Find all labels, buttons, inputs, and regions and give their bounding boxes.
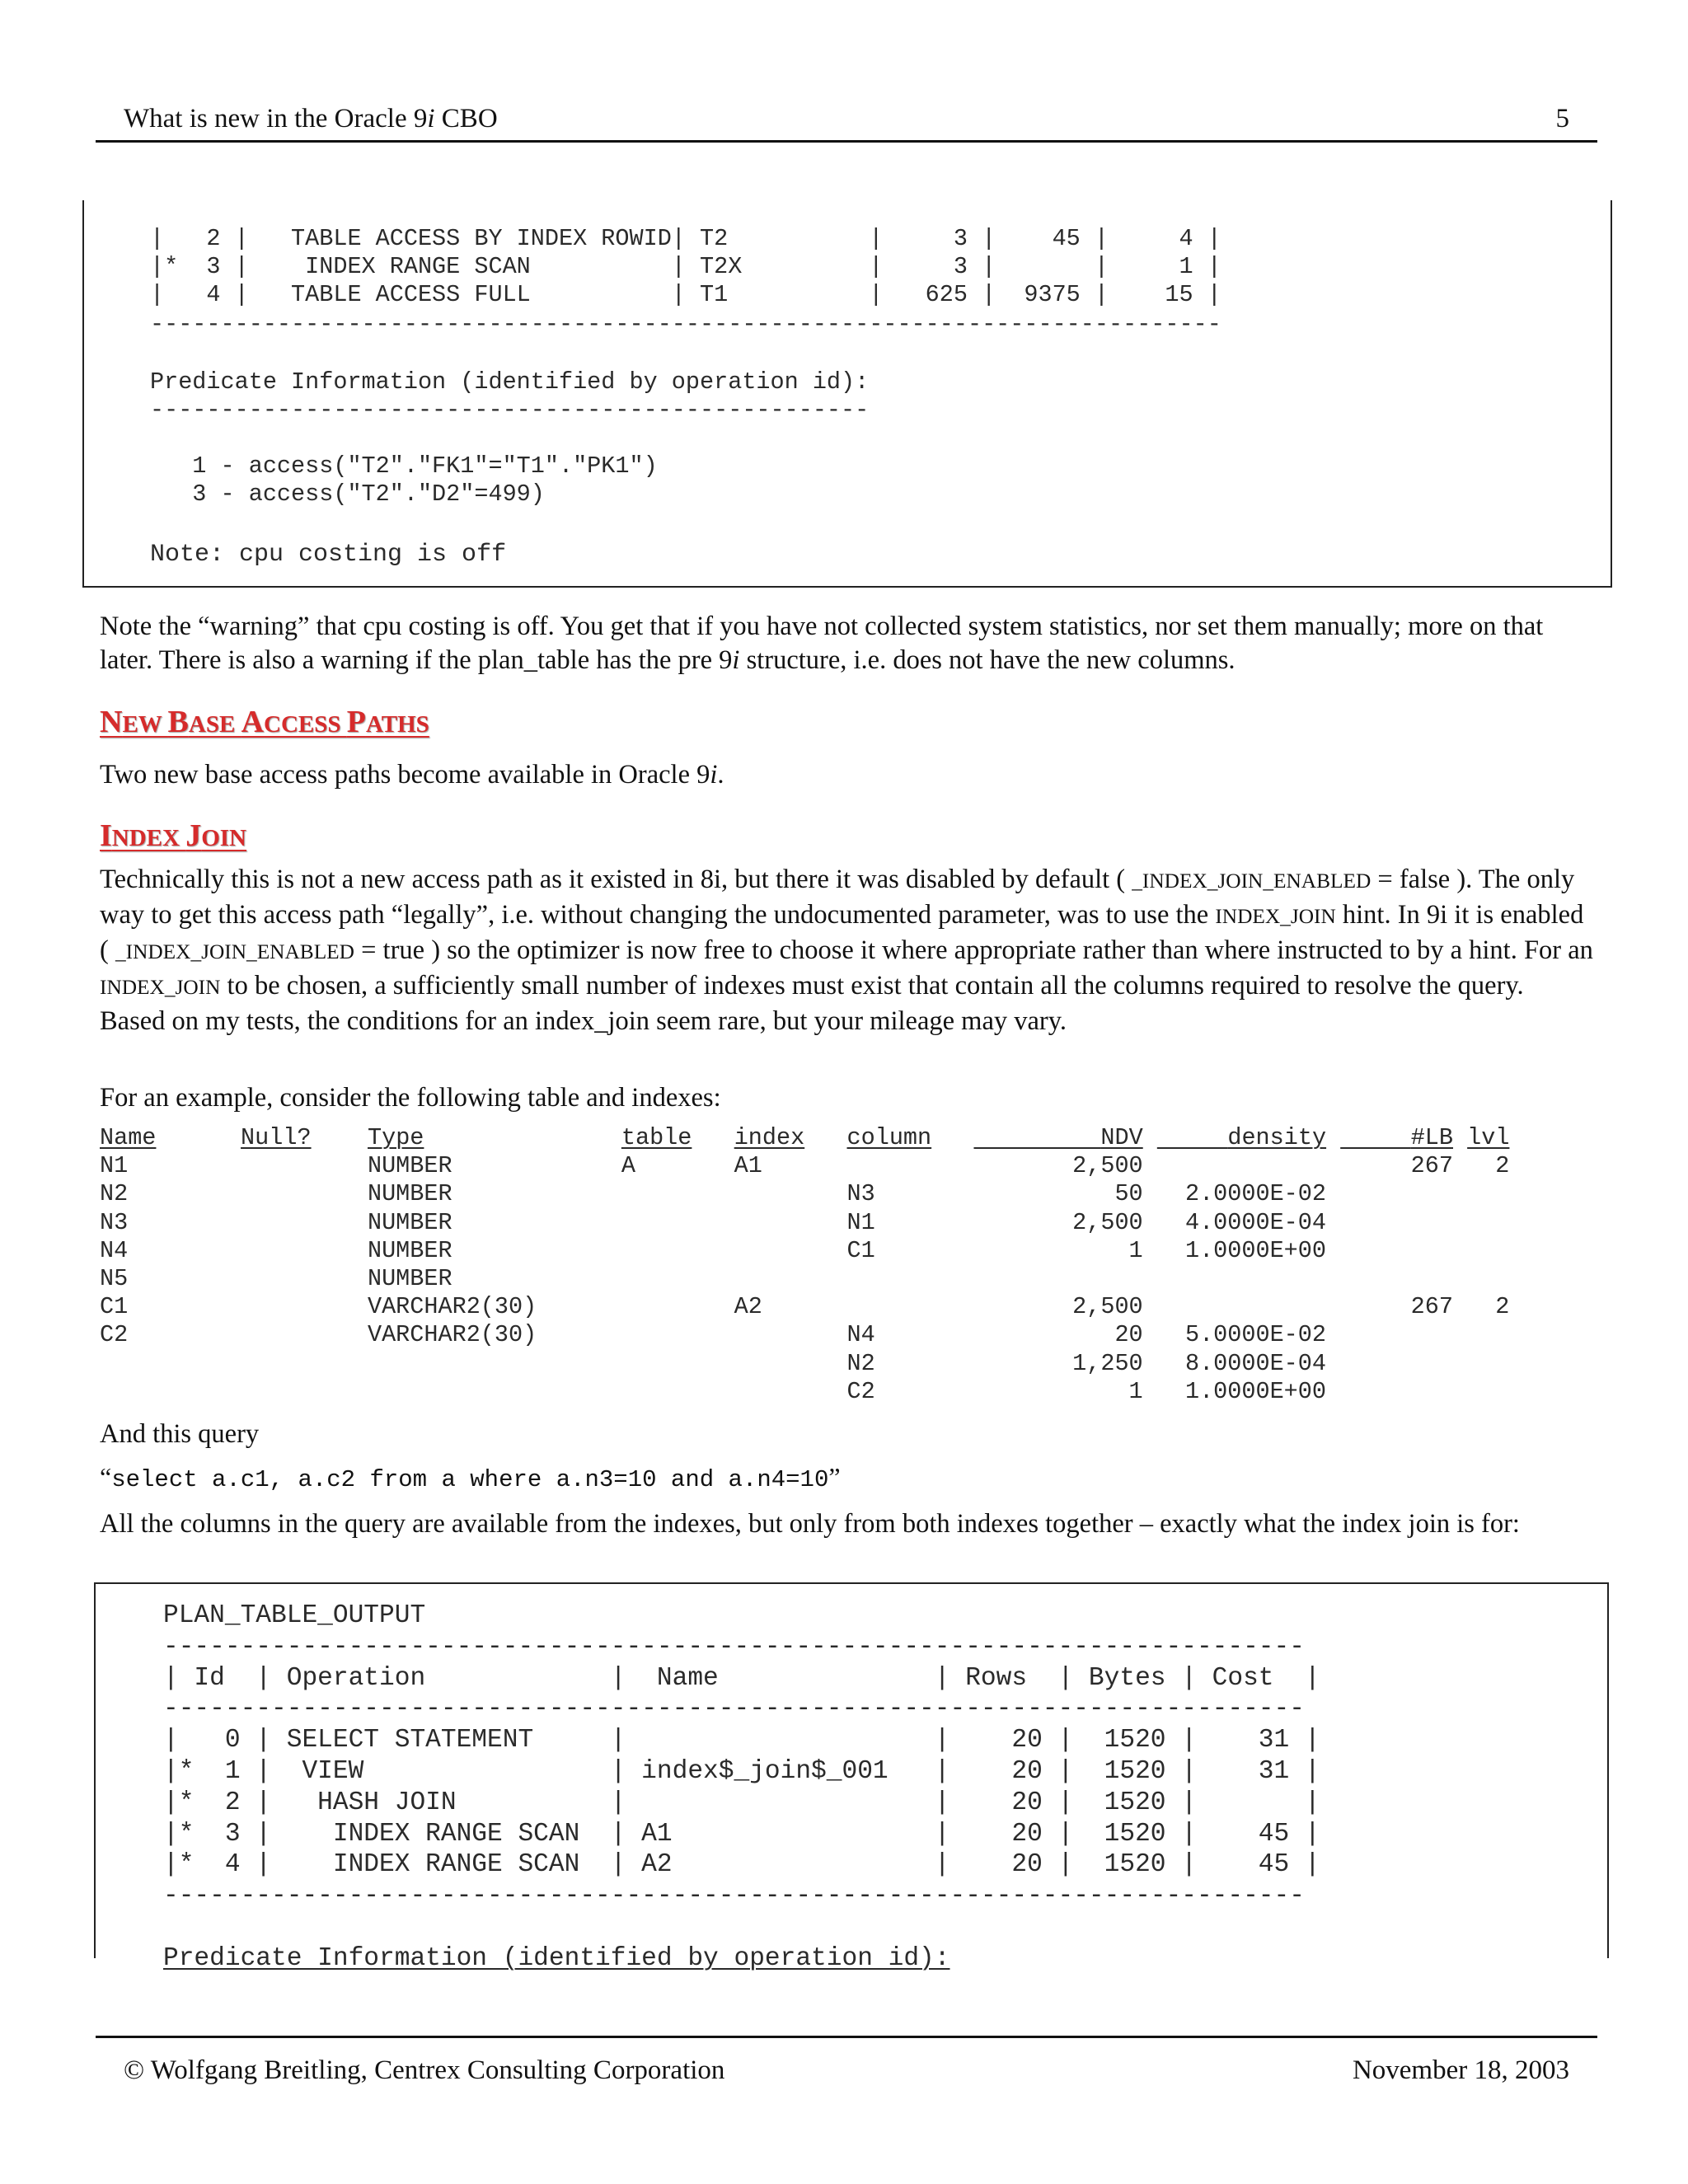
- describe-header-cell: Null?: [241, 1124, 312, 1151]
- describe-cell: NUMBER: [367, 1180, 621, 1208]
- heading-rest: OIN: [201, 825, 247, 851]
- index-stat-cell: 50: [959, 1180, 1143, 1208]
- index-stat-cell: 267: [1326, 1293, 1453, 1321]
- index-stat-cell: [734, 1321, 847, 1348]
- index-stat-cell: [734, 1209, 847, 1236]
- index-stat-cell: [1453, 1378, 1509, 1405]
- paragraph-example-intro: For an example, consider the following table and indexes:: [100, 1083, 721, 1113]
- describe-cell: N3: [100, 1208, 241, 1236]
- describe-cell: [241, 1265, 368, 1292]
- index-stat-cell: A2: [734, 1293, 847, 1321]
- index-stat-cell: N3: [846, 1180, 960, 1208]
- describe-cell: [241, 1293, 368, 1320]
- describe-cell: VARCHAR2(30): [367, 1321, 621, 1349]
- index-stat-cell: [621, 1209, 734, 1236]
- para3-text: = false ). The only way to get this access path “legally”, i.e. without changing the undocumented parameter, was to use the: [100, 865, 1575, 930]
- index-stat-cell: [734, 1378, 847, 1405]
- index-header-cell: lvl: [1467, 1124, 1510, 1151]
- paragraph-index-join-purpose: All the columns in the query are available from the indexes, but only from both indexes together – exactly what the index join is for:: [100, 1509, 1520, 1539]
- index-stat-cell: [959, 1265, 1142, 1292]
- index-stat-cell: 267: [1326, 1152, 1453, 1180]
- heading-cap: I: [100, 818, 112, 853]
- header-title-pre: What is new in the Oracle 9: [124, 104, 428, 134]
- cpu-costing-note: Note: cpu costing is off: [150, 541, 507, 569]
- describe-cell: C1: [100, 1293, 241, 1321]
- describe-cell: N4: [100, 1236, 241, 1264]
- stats-row: [100, 1293, 1509, 1320]
- header-rule: [96, 140, 1597, 143]
- index-stat-cell: [1453, 1265, 1509, 1292]
- index-header-underline: [1340, 1124, 1411, 1151]
- heading-index-join: [100, 818, 246, 854]
- index-stat-cell: [1453, 1180, 1509, 1207]
- heading-new-base-access-paths: [100, 704, 429, 740]
- running-header-title: [124, 104, 498, 134]
- stats-row: [100, 1180, 1509, 1207]
- heading-cap: A: [241, 705, 265, 739]
- stats-row: [100, 1152, 1509, 1179]
- describe-cell: [100, 1350, 241, 1377]
- index-header-underline: [973, 1124, 1100, 1151]
- index-stat-cell: 1,250: [959, 1349, 1143, 1377]
- describe-cell: [241, 1180, 368, 1207]
- index-stat-cell: [1453, 1350, 1509, 1377]
- index-stat-cell: 20: [959, 1321, 1143, 1349]
- predicate-separator: ---------------------------------------------------: [150, 396, 870, 424]
- describe-cell: [241, 1237, 368, 1264]
- header-title-post: CBO: [434, 104, 498, 134]
- heading-rest: ASE: [188, 711, 241, 738]
- paragraph-cpu-costing-warning: [100, 610, 1593, 677]
- stats-row: [100, 1237, 1509, 1264]
- index-stat-cell: [621, 1237, 734, 1264]
- index-stat-cell: [1453, 1321, 1509, 1348]
- plan2-title: PLAN_TABLE_OUTPUT: [163, 1601, 426, 1630]
- para3-text: Technically this is not a new access path as it existed in 8i, but there it was disabled by default (: [100, 865, 1132, 894]
- describe-cell: [368, 1350, 621, 1377]
- describe-cell: N1: [100, 1152, 241, 1180]
- describe-cell: NUMBER: [367, 1265, 621, 1293]
- describe-cell: N2: [100, 1180, 241, 1208]
- table-and-index-stats: [100, 1124, 1509, 1406]
- index-stat-cell: [1143, 1293, 1326, 1320]
- stats-row: [100, 1378, 1509, 1405]
- index-stat-cell: [621, 1321, 734, 1348]
- index-stat-cell: [621, 1180, 734, 1207]
- describe-cell: NUMBER: [367, 1208, 621, 1236]
- plan2-predicate-heading: Predicate Information (identified by operation id):: [163, 1943, 950, 1973]
- stats-row: [100, 1350, 1509, 1377]
- describe-cell: C2: [100, 1321, 241, 1349]
- index-header-cell: NDV: [1100, 1124, 1143, 1151]
- index-stat-cell: 1: [959, 1236, 1143, 1264]
- heading-cap: J: [185, 818, 202, 853]
- heading-rest: ATHS: [365, 711, 429, 738]
- index-stat-cell: [1326, 1378, 1453, 1405]
- predicate-heading: Predicate Information (identified by operation id):: [150, 368, 870, 396]
- describe-header-cell: Type: [367, 1124, 424, 1151]
- plan2-separator: --------------------------------------------------------------------------: [163, 1632, 1305, 1661]
- heading-rest: EW: [122, 711, 168, 738]
- describe-cell: [368, 1378, 621, 1405]
- para3-text: to be chosen, a sufficiently small number of indexes must exist that contain all the columns required to resolve the query. Based on my tests, the conditions for an index_join seem rare, but your mileage may vary.: [100, 971, 1524, 1036]
- para3-hint: INDEX_JOIN: [100, 976, 221, 999]
- footer-copyright: © Wolfgang Breitling, Centrex Consulting Corporation: [124, 2055, 725, 2085]
- index-stat-cell: A1: [734, 1152, 847, 1180]
- plan2-header: | Id | Operation | Name | Rows | Bytes | Cost |: [163, 1663, 1320, 1693]
- sql-text: select a.c1, a.c2 from a where a.n3=10 and a.n4=10: [111, 1466, 829, 1493]
- plan-table-output: [163, 1601, 1320, 1975]
- index-stat-cell: N2: [846, 1349, 960, 1377]
- index-stat-cell: [621, 1378, 734, 1405]
- heading-rest: CCESS: [264, 711, 347, 738]
- index-stat-cell: A: [621, 1152, 734, 1180]
- index-stat-cell: 8.0000E-04: [1142, 1349, 1326, 1377]
- para3-text: hint. In 9i it is enabled (: [100, 900, 1584, 965]
- index-stat-cell: 2.0000E-02: [1142, 1180, 1326, 1208]
- index-stat-cell: [846, 1293, 959, 1320]
- para2-text-a: Two new base access paths become available in Oracle 9: [100, 760, 710, 790]
- execution-plan-box-index-join: [94, 1582, 1609, 1973]
- index-stat-cell: [621, 1293, 734, 1320]
- describe-cell: [241, 1152, 368, 1179]
- plan-rows: | 2 | TABLE ACCESS BY INDEX ROWID| T2 | 3 | 45 | 4 | |* 3 | INDEX RANGE SCAN | T2X | 3 | | 1 | | 4 | TABLE ACCESS FULL | T1 | 625 | 9375 | 15 |: [150, 225, 1221, 309]
- index-stat-cell: [621, 1350, 734, 1377]
- heading-rest: NDEX: [111, 825, 186, 851]
- index-stat-cell: [1326, 1350, 1453, 1377]
- index-header-cell: index: [734, 1124, 805, 1151]
- index-stat-cell: [1326, 1321, 1453, 1348]
- predicate-line-3: 3 - access("T2"."D2"=499): [150, 480, 545, 508]
- stats-row: [100, 1265, 1509, 1292]
- open-quote: “: [100, 1462, 112, 1492]
- index-stat-cell: C2: [846, 1377, 960, 1405]
- stats-row: [100, 1209, 1509, 1236]
- index-stat-cell: 4.0000E-04: [1142, 1208, 1326, 1236]
- para1-italic: i: [732, 645, 740, 675]
- para2-italic: i: [710, 760, 718, 790]
- predicate-line-1: 1 - access("T2"."FK1"="T1"."PK1"): [150, 452, 658, 480]
- index-stat-cell: C1: [846, 1236, 960, 1264]
- index-stat-cell: N4: [846, 1321, 960, 1349]
- footer-date: November 18, 2003: [1352, 2055, 1569, 2085]
- describe-cell: [100, 1378, 241, 1405]
- index-stat-cell: 2: [1452, 1152, 1510, 1180]
- describe-header-cell: Name: [100, 1124, 157, 1151]
- index-stat-cell: 1.0000E+00: [1142, 1236, 1326, 1264]
- para3-param: _INDEX_JOIN_ENABLED: [115, 940, 354, 963]
- close-quote: ”: [828, 1462, 841, 1492]
- index-stat-cell: [846, 1152, 959, 1179]
- para2-text-b: .: [717, 760, 724, 790]
- describe-cell: [241, 1209, 368, 1236]
- index-stat-cell: [1326, 1209, 1453, 1236]
- heading-cap: B: [167, 705, 189, 739]
- index-stat-cell: [1453, 1237, 1509, 1264]
- index-stat-cell: [734, 1237, 847, 1264]
- index-stat-cell: 2: [1452, 1293, 1510, 1321]
- heading-cap: N: [100, 705, 123, 739]
- describe-cell: [241, 1321, 368, 1348]
- index-stat-cell: 2,500: [959, 1152, 1143, 1180]
- describe-cell: [241, 1350, 368, 1377]
- para3-param: _INDEX_JOIN_ENABLED: [1132, 869, 1372, 893]
- describe-cell: NUMBER: [367, 1236, 621, 1264]
- paragraph-query-intro: And this query: [100, 1419, 260, 1449]
- index-header-cell: table: [621, 1124, 692, 1151]
- index-stat-cell: [1143, 1265, 1326, 1292]
- index-stat-cell: 1: [959, 1377, 1143, 1405]
- index-stat-cell: [1326, 1180, 1453, 1207]
- index-stat-cell: [734, 1350, 847, 1377]
- execution-plan-box-continued: [82, 200, 1612, 588]
- paragraph-index-join-description: [100, 863, 1593, 1038]
- page-number: 5: [1555, 104, 1569, 134]
- sql-query: [100, 1462, 841, 1493]
- stats-row: [100, 1321, 1509, 1348]
- index-header-cell: column: [846, 1124, 932, 1151]
- index-stat-cell: [1326, 1265, 1453, 1292]
- describe-cell: NUMBER: [367, 1152, 621, 1180]
- header-title-italic: i: [427, 104, 435, 134]
- index-stat-cell: 1.0000E+00: [1142, 1377, 1326, 1405]
- index-header-underline: [1157, 1124, 1228, 1151]
- index-stat-cell: 5.0000E-02: [1142, 1321, 1326, 1349]
- plan2-separator: --------------------------------------------------------------------------: [163, 1694, 1305, 1724]
- index-stat-cell: [621, 1265, 734, 1292]
- describe-cell: N5: [100, 1265, 241, 1293]
- index-stat-cell: [1326, 1237, 1453, 1264]
- index-header-cell: density: [1227, 1124, 1327, 1151]
- index-stat-cell: [1453, 1209, 1509, 1236]
- plan2-rows: | 0 | SELECT STATEMENT | | 20 | 1520 | 31 | |* 1 | VIEW | index$_join$_001 | 20 | 1520 | 31 | |* 2 | HASH JOIN | | 20 | 1520 | | |* 3 | INDEX RANGE SCAN | A1 | 20 | 1520 | 45 | |* 4 | INDEX RANGE SCAN | A2 | 20 | 1520 | 45 |: [163, 1726, 1320, 1880]
- index-stat-cell: 2,500: [959, 1208, 1143, 1236]
- para3-hint: INDEX_JOIN: [1215, 905, 1336, 928]
- para1-text-a: Note the “warning” that cpu costing is off. You get that if you have not collected system statistics, nor set them manually; more on that later. There is also a warning if the plan_table has the pre 9: [100, 612, 1544, 675]
- index-stat-cell: [734, 1265, 847, 1292]
- paragraph-two-new-paths: [100, 758, 1593, 792]
- index-stat-cell: [734, 1180, 847, 1207]
- describe-cell: [241, 1378, 368, 1405]
- index-stat-cell: N1: [846, 1208, 960, 1236]
- footer-rule: [96, 2036, 1597, 2038]
- describe-cell: VARCHAR2(30): [367, 1293, 621, 1321]
- index-stat-cell: [846, 1265, 959, 1292]
- index-stat-cell: 2,500: [959, 1293, 1143, 1321]
- plan2-separator: --------------------------------------------------------------------------: [163, 1882, 1305, 1911]
- plan-separator: ----------------------------------------------------------------------------: [150, 311, 1221, 338]
- stats-header-row: [100, 1124, 1509, 1151]
- index-header-cell: #LB: [1410, 1124, 1454, 1151]
- para3-text: = true ) so the optimizer is now free to choose it where appropriate rather than where instructed to by a hint. For an: [354, 935, 1593, 965]
- para1-text-b: structure, i.e. does not have the new columns.: [739, 645, 1236, 675]
- heading-cap: P: [346, 705, 366, 739]
- index-stat-cell: [1143, 1152, 1326, 1179]
